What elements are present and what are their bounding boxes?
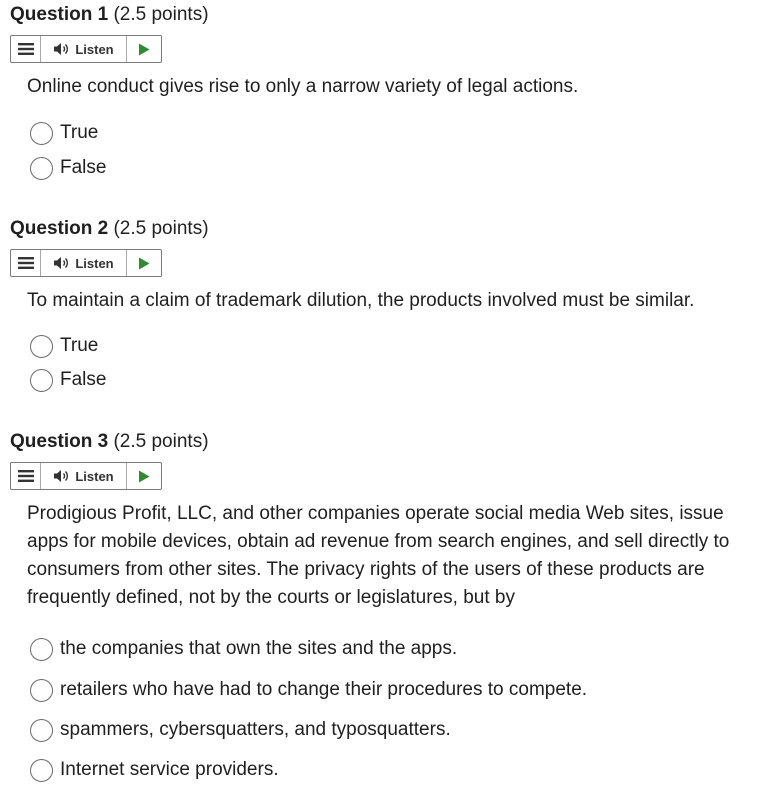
listen-toolbar bbox=[10, 35, 162, 63]
question-number: Question 1 bbox=[10, 4, 109, 25]
question-text: Online conduct gives rise to only a narrow variety of legal actions. bbox=[27, 76, 579, 97]
speaker-icon bbox=[53, 42, 69, 56]
radio-button[interactable] bbox=[30, 638, 53, 661]
radio-button[interactable] bbox=[30, 719, 53, 742]
option-label: False bbox=[60, 157, 107, 178]
listen-label: Listen bbox=[75, 41, 114, 57]
option-label: the companies that own the sites and the apps. bbox=[60, 638, 458, 659]
answer-option[interactable] bbox=[30, 676, 587, 704]
play-icon bbox=[138, 470, 150, 483]
play-icon bbox=[138, 257, 150, 270]
play-icon bbox=[138, 43, 150, 56]
listen-menu-button[interactable] bbox=[11, 463, 41, 489]
listen-toolbar bbox=[10, 462, 162, 490]
option-label: True bbox=[60, 122, 99, 143]
option-label: True bbox=[60, 335, 99, 356]
radio-button[interactable] bbox=[30, 335, 53, 358]
answer-option[interactable] bbox=[30, 635, 457, 663]
play-button[interactable] bbox=[127, 250, 161, 276]
play-button[interactable] bbox=[127, 36, 161, 62]
question-text: Prodigious Profit, LLC, and other companies operate social media Web sites, issue apps for mobile devices, obtain ad revenue from search engines, and sell directly to consumers from other sites. The privacy rights of the users of these products are frequently defined, not by the courts or legislatures, but by bbox=[27, 503, 730, 608]
menu-icon bbox=[18, 43, 34, 55]
answer-option[interactable] bbox=[30, 716, 451, 744]
radio-button[interactable] bbox=[30, 759, 53, 782]
radio-button[interactable] bbox=[30, 122, 53, 145]
listen-label: Listen bbox=[75, 255, 114, 271]
listen-menu-button[interactable] bbox=[11, 250, 41, 276]
speaker-icon bbox=[53, 469, 69, 483]
question-text: To maintain a claim of trademark dilution, the products involved must be similar. bbox=[27, 290, 695, 311]
listen-button[interactable] bbox=[41, 36, 127, 62]
question-1-title bbox=[10, 3, 209, 27]
option-label: retailers who have had to change their procedures to compete. bbox=[60, 679, 588, 700]
radio-button[interactable] bbox=[30, 369, 53, 392]
radio-button[interactable] bbox=[30, 679, 53, 702]
play-button[interactable] bbox=[127, 463, 161, 489]
menu-icon bbox=[18, 470, 34, 482]
speaker-icon bbox=[53, 256, 69, 270]
answer-option[interactable] bbox=[30, 332, 98, 360]
radio-button[interactable] bbox=[30, 157, 53, 180]
menu-icon bbox=[18, 257, 34, 269]
question-points: (2.5 points) bbox=[113, 218, 209, 239]
listen-label: Listen bbox=[75, 468, 114, 484]
answer-option[interactable] bbox=[30, 756, 279, 784]
option-label: spammers, cybersquatters, and typosquatters. bbox=[60, 719, 451, 740]
answer-option[interactable] bbox=[30, 366, 106, 394]
option-label: False bbox=[60, 369, 107, 390]
option-label: Internet service providers. bbox=[60, 759, 279, 780]
listen-button[interactable] bbox=[41, 250, 127, 276]
question-3-title bbox=[10, 430, 209, 454]
answer-option[interactable] bbox=[30, 154, 106, 182]
question-points: (2.5 points) bbox=[113, 431, 209, 452]
question-2-title bbox=[10, 217, 209, 241]
question-number: Question 3 bbox=[10, 431, 109, 452]
listen-toolbar bbox=[10, 249, 162, 277]
question-points: (2.5 points) bbox=[113, 4, 209, 25]
listen-button[interactable] bbox=[41, 463, 127, 489]
question-number: Question 2 bbox=[10, 218, 109, 239]
answer-option[interactable] bbox=[30, 119, 98, 147]
listen-menu-button[interactable] bbox=[11, 36, 41, 62]
